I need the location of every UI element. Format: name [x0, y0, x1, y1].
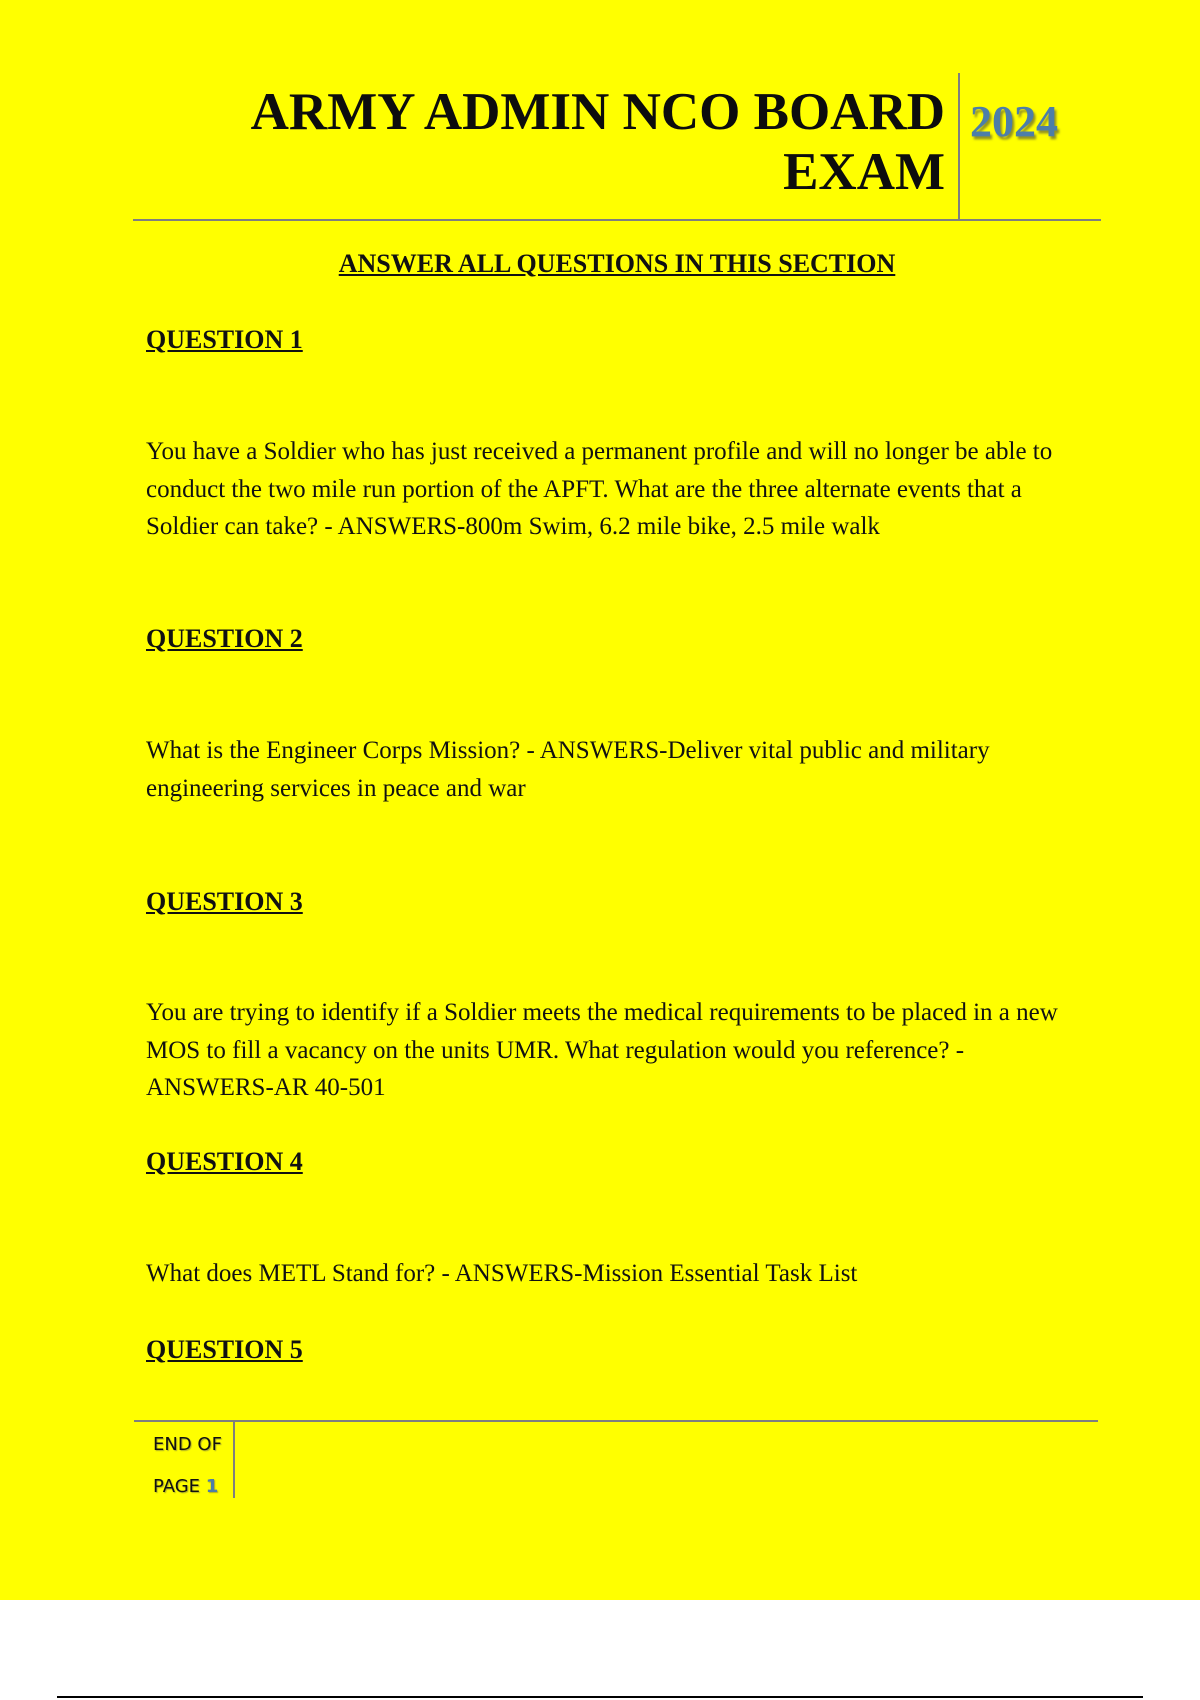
footer-label-line2: PAGE: [153, 1476, 201, 1497]
question-4-heading: QUESTION 4: [146, 1147, 303, 1176]
question-3-text: You are trying to identify if a Soldier meets the medical requirements to be placed in a new MOS to fill a vacancy on the units UMR. What regulation would you reference? - ANSWERS-AR 40-501: [146, 999, 1058, 1101]
footer-label-line2-row: [153, 1466, 222, 1508]
question-2-heading: QUESTION 2: [146, 624, 303, 653]
footer-divider-vertical: [233, 1422, 235, 1498]
question-1-text: You have a Soldier who has just received a permanent profile and will no longer be able to conduct the two mile run portion of the APFT. What are the three alternate events that a Soldier can take? - ANSWERS-800m Swim, 6.2 mile bike, 2.5 mile walk: [146, 438, 1053, 540]
question-3-heading: QUESTION 3: [146, 887, 303, 916]
question-1-heading: QUESTION 1: [146, 325, 303, 354]
footer-page-label: [153, 1424, 222, 1508]
header-rule: [133, 219, 1101, 221]
bottom-rule: [57, 1696, 1143, 1698]
document-title: ARMY ADMIN NCO BOARD EXAM: [250, 83, 945, 201]
section-instruction: ANSWER ALL QUESTIONS IN THIS SECTION: [338, 249, 896, 278]
header-divider-vertical: [958, 73, 960, 219]
footer-page-number: 1: [205, 1476, 219, 1497]
footer-rule: [134, 1420, 1098, 1422]
question-4-text: What does METL Stand for? - ANSWERS-Mission Essential Task List: [146, 1260, 858, 1287]
footer-label-line1: END OF: [153, 1434, 222, 1455]
header-year: 2024: [970, 97, 1058, 146]
question-5-heading: QUESTION 5: [146, 1335, 303, 1364]
question-2-text: What is the Engineer Corps Mission? - ANSWERS-Deliver vital public and military engineering services in peace and war: [146, 737, 990, 802]
